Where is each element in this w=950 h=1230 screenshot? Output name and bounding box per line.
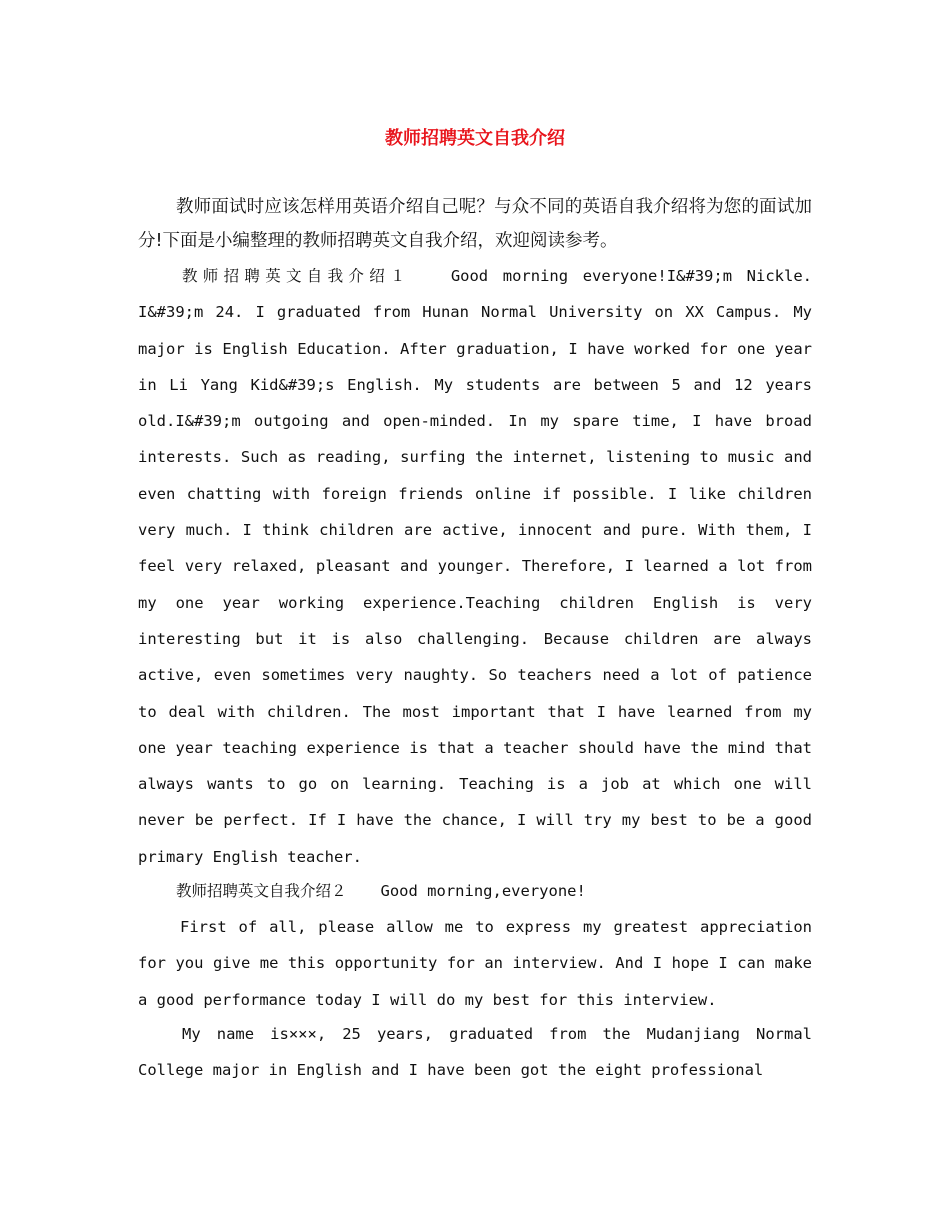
section1-text: Good morning everyone!I&#39;m Nickle. I&#39;m 24. I graduated from Hunan Normal University on XX Campus. My major is English Education. After graduation, I have worked for one year in Li Yang Kid&#39;s English. My students are between 5 and 12 years old.I&#39;m outgoing and open-minded. In my spare time, I have broad interests. Such as reading, surfing the internet, listening to music and even chatting with foreign friends online if possible. I like children very much. I think children are active, innocent and pure. With them, I feel very relaxed, pleasant and younger. Therefore, I learned a lot from my one year working experience.Teaching children English is very interesting but it is also challenging. Because children are always active, even sometimes very naughty. So teachers need a lot of patience to deal with children. The most important that I have learned from my one year teaching experience is that a teacher should have the mind that always wants to go on learning. Teaching is a job at which one will never be perfect. If I have the chance, I will try my best to be a good primary English teacher. <box>138 267 812 866</box>
section2-heading: 教师招聘英文自我介绍２ <box>176 882 347 901</box>
section2-paragraph-2: My name is×××, 25 years, graduated from the Mudanjiang Normal College major in English and I have been got the eight professional <box>138 1024 812 1080</box>
section2-greeting: Good morning,everyone! <box>380 882 586 901</box>
section1-paragraph <box>138 258 812 875</box>
document-title: 教师招聘英文自我介绍 <box>385 128 565 149</box>
section1-heading: 教师招聘英文自我介绍１ <box>182 267 411 285</box>
section2-heading-line <box>138 873 812 909</box>
document-body <box>138 190 812 1089</box>
section2-paragraph-1: First of all, please allow me to express my greatest appreciation for you give me this opportunity for an interview. And I hope I can make a good performance today I will do my best for this interview. <box>138 918 812 1009</box>
intro-paragraph: 教师面试时应该怎样用英语介绍自己呢？与众不同的英语自我介绍将为您的面试加分!下面是小编整理的教师招聘英文自我介绍，欢迎阅读参考。 <box>138 197 812 251</box>
